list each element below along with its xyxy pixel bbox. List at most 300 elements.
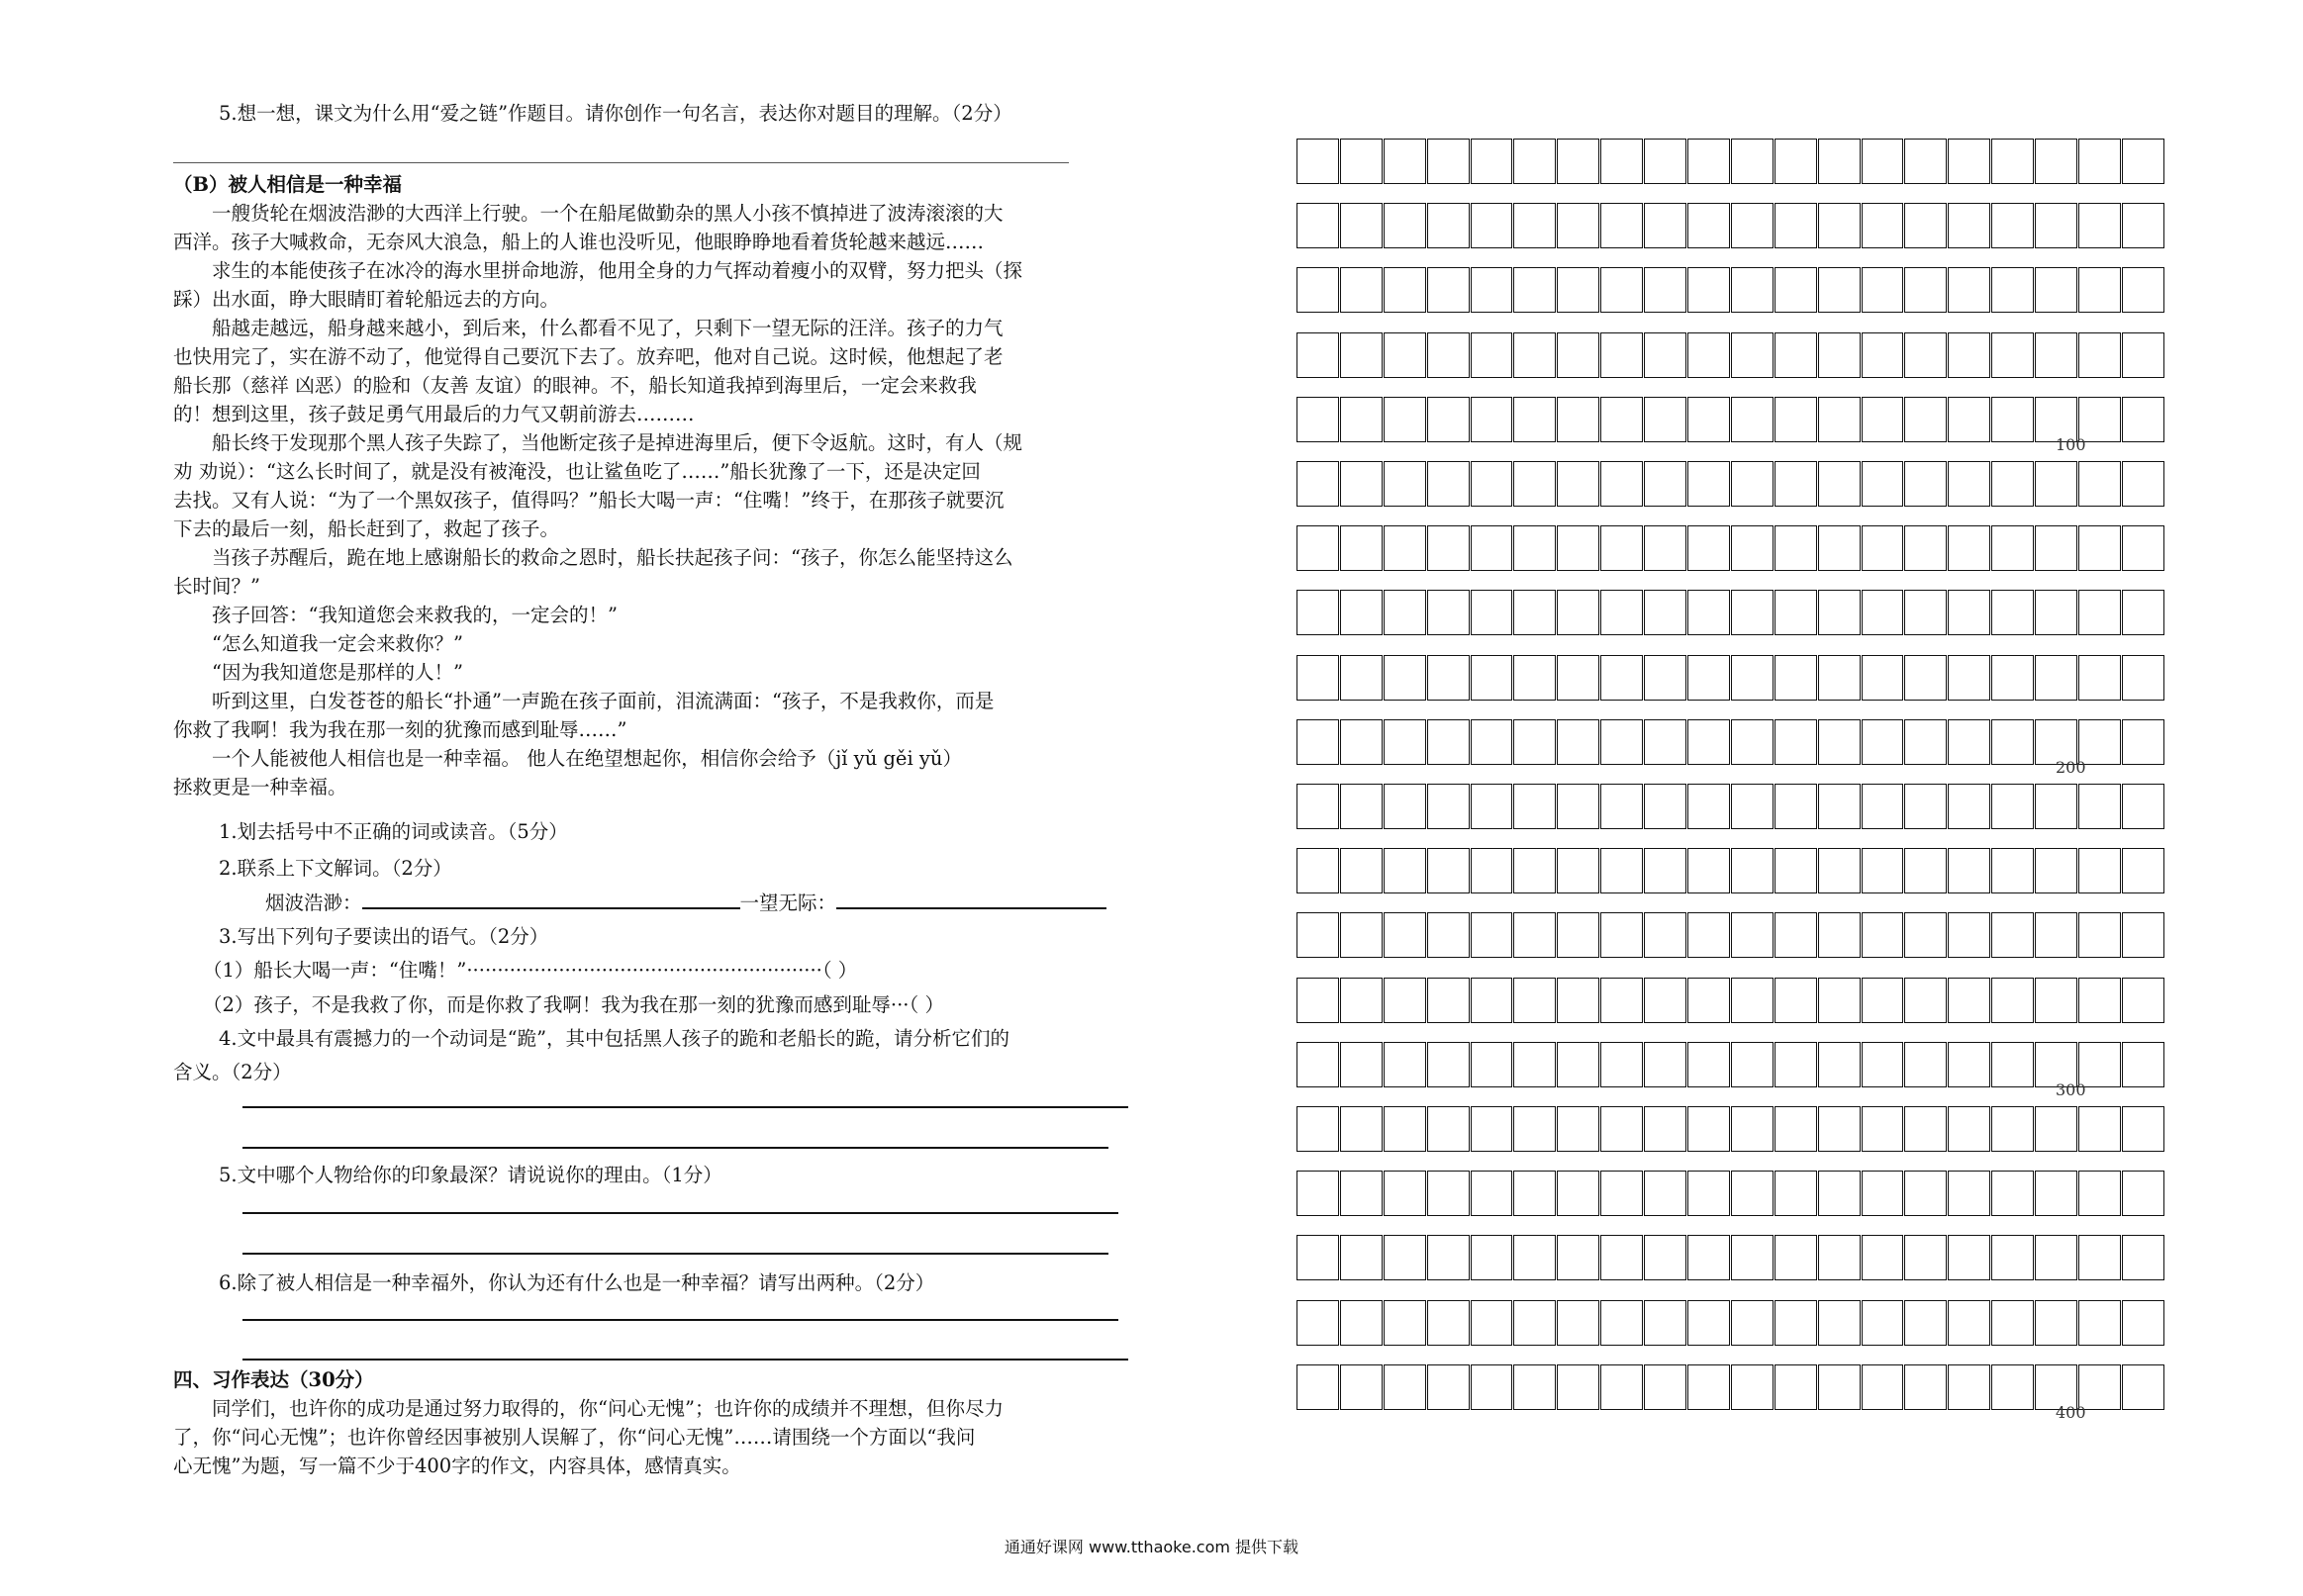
grid-cell[interactable] (1427, 1042, 1470, 1087)
grid-cell[interactable] (1471, 525, 1513, 571)
grid-cell[interactable] (1731, 590, 1774, 635)
grid-cell[interactable] (1340, 397, 1383, 442)
grid-cell[interactable] (1775, 978, 1817, 1023)
grid-cell[interactable] (1644, 784, 1686, 829)
grid-cell[interactable] (1991, 719, 2034, 765)
grid-cell[interactable] (1557, 590, 1599, 635)
grid-cell[interactable] (1904, 461, 1947, 507)
grid-cell[interactable] (1862, 1300, 1904, 1346)
grid-cell[interactable] (1862, 655, 1904, 701)
grid-cell[interactable] (1513, 1042, 1556, 1087)
grid-cell[interactable] (1600, 655, 1643, 701)
grid-cell[interactable] (1340, 1364, 1383, 1410)
grid-cell[interactable] (1775, 784, 1817, 829)
grid-cell[interactable] (1775, 525, 1817, 571)
grid-cell[interactable] (1948, 1171, 1990, 1216)
grid-cell[interactable] (1775, 1171, 1817, 1216)
grid-cell[interactable] (2122, 978, 2164, 1023)
grid-cell[interactable] (1731, 1300, 1774, 1346)
grid-cell[interactable] (1775, 267, 1817, 313)
grid-cell[interactable] (1340, 525, 1383, 571)
grid-cell[interactable] (1513, 332, 1556, 378)
grid-cell[interactable] (1600, 1171, 1643, 1216)
grid-cell[interactable] (2122, 1171, 2164, 1216)
grid-cell[interactable] (1427, 397, 1470, 442)
grid-cell[interactable] (1904, 1106, 1947, 1152)
grid-cell[interactable] (1775, 461, 1817, 507)
grid-cell[interactable] (1340, 1235, 1383, 1280)
grid-cell[interactable] (1948, 848, 1990, 893)
grid-cell[interactable] (1340, 784, 1383, 829)
grid-cell[interactable] (2122, 139, 2164, 184)
grid-cell[interactable] (1687, 1042, 1730, 1087)
grid-cell[interactable] (1557, 332, 1599, 378)
grid-cell[interactable] (1296, 655, 1339, 701)
grid-cell[interactable] (1818, 590, 1861, 635)
grid-cell[interactable] (1644, 848, 1686, 893)
grid-cell[interactable] (1384, 1171, 1426, 1216)
grid-cell[interactable] (1775, 1300, 1817, 1346)
grid-cell[interactable] (1427, 203, 1470, 248)
grid-cell[interactable] (1904, 525, 1947, 571)
grid-cell[interactable] (1862, 139, 1904, 184)
grid-cell[interactable] (1600, 719, 1643, 765)
grid-cell[interactable] (1471, 1106, 1513, 1152)
grid-cell[interactable] (1687, 784, 1730, 829)
grid-cell[interactable] (1904, 1300, 1947, 1346)
grid-cell[interactable] (1818, 1106, 1861, 1152)
grid-cell[interactable] (1557, 1042, 1599, 1087)
grid-cell[interactable] (1471, 1171, 1513, 1216)
grid-cell[interactable] (1296, 203, 1339, 248)
grid-cell[interactable] (1731, 978, 1774, 1023)
grid-cell[interactable] (1296, 461, 1339, 507)
grid-cell[interactable] (1991, 397, 2034, 442)
grid-cell[interactable] (1644, 912, 1686, 958)
grid-cell[interactable] (1340, 461, 1383, 507)
grid-cell[interactable] (1471, 1300, 1513, 1346)
grid-cell[interactable] (1862, 1235, 1904, 1280)
grid-cell[interactable] (1991, 912, 2034, 958)
grid-cell[interactable] (1991, 267, 2034, 313)
grid-cell[interactable] (1340, 1300, 1383, 1346)
grid-cell[interactable] (1731, 719, 1774, 765)
grid-cell[interactable] (2035, 1235, 2077, 1280)
grid-cell[interactable] (1340, 1171, 1383, 1216)
grid-cell[interactable] (1731, 332, 1774, 378)
grid-cell[interactable] (1384, 655, 1426, 701)
grid-cell[interactable] (1471, 461, 1513, 507)
grid-cell[interactable] (2035, 203, 2077, 248)
grid-cell[interactable] (1731, 525, 1774, 571)
grid-cell[interactable] (1948, 1364, 1990, 1410)
grid-cell[interactable] (2035, 139, 2077, 184)
grid-cell[interactable] (1991, 203, 2034, 248)
grid-cell[interactable] (2122, 655, 2164, 701)
grid-cell[interactable] (1687, 1364, 1730, 1410)
grid-cell[interactable] (1687, 139, 1730, 184)
grid-cell[interactable] (1471, 848, 1513, 893)
grid-cell[interactable] (1427, 1171, 1470, 1216)
grid-cell[interactable] (2035, 912, 2077, 958)
grid-cell[interactable] (1775, 203, 1817, 248)
grid-cell[interactable] (1427, 978, 1470, 1023)
grid-cell[interactable] (1513, 525, 1556, 571)
grid-cell[interactable] (2078, 332, 2121, 378)
grid-cell[interactable] (2035, 590, 2077, 635)
grid-cell[interactable] (1296, 1364, 1339, 1410)
grid-cell[interactable] (1340, 590, 1383, 635)
grid-cell[interactable] (1991, 590, 2034, 635)
grid-cell[interactable] (1731, 1171, 1774, 1216)
grid-cell[interactable] (1340, 655, 1383, 701)
grid-cell[interactable] (1513, 1300, 1556, 1346)
grid-cell[interactable] (2035, 267, 2077, 313)
grid-cell[interactable] (1904, 1171, 1947, 1216)
grid-cell[interactable] (2122, 461, 2164, 507)
grid-cell[interactable] (1557, 848, 1599, 893)
grid-cell[interactable] (1862, 203, 1904, 248)
grid-cell[interactable] (1471, 139, 1513, 184)
grid-cell[interactable] (1991, 139, 2034, 184)
grid-cell[interactable] (1818, 719, 1861, 765)
grid-cell[interactable] (2035, 978, 2077, 1023)
grid-cell[interactable] (1427, 655, 1470, 701)
grid-cell[interactable] (1862, 1042, 1904, 1087)
grid-cell[interactable] (1862, 397, 1904, 442)
grid-cell[interactable] (1296, 1300, 1339, 1346)
grid-cell[interactable] (1557, 1106, 1599, 1152)
grid-cell[interactable] (1384, 978, 1426, 1023)
grid-cell[interactable] (1948, 461, 1990, 507)
grid-cell[interactable] (2078, 655, 2121, 701)
grid-cell[interactable] (1644, 1106, 1686, 1152)
grid-cell[interactable] (1513, 139, 1556, 184)
grid-cell[interactable] (1296, 912, 1339, 958)
grid-cell[interactable] (2122, 397, 2164, 442)
grid-cell[interactable] (1818, 848, 1861, 893)
grid-cell[interactable] (1557, 267, 1599, 313)
grid-cell[interactable] (1904, 719, 1947, 765)
grid-cell[interactable] (2035, 1300, 2077, 1346)
grid-cell[interactable] (1644, 1042, 1686, 1087)
grid-cell[interactable] (1557, 1171, 1599, 1216)
grid-cell[interactable] (1904, 784, 1947, 829)
grid-cell[interactable] (1948, 1042, 1990, 1087)
grid-cell[interactable] (1948, 332, 1990, 378)
grid-cell[interactable] (1948, 139, 1990, 184)
question-3-item-1[interactable]: （1）船长大喝一声：“住嘴！”··························································（ ） (203, 959, 858, 982)
grid-cell[interactable] (1687, 1171, 1730, 1216)
grid-cell[interactable] (1384, 139, 1426, 184)
grid-cell[interactable] (1296, 784, 1339, 829)
grid-cell[interactable] (1296, 719, 1339, 765)
grid-cell[interactable] (1600, 1106, 1643, 1152)
grid-cell[interactable] (1775, 1042, 1817, 1087)
grid-cell[interactable] (1948, 1300, 1990, 1346)
grid-cell[interactable] (1471, 590, 1513, 635)
grid-cell[interactable] (1991, 655, 2034, 701)
grid-cell[interactable] (1687, 978, 1730, 1023)
grid-cell[interactable] (1427, 267, 1470, 313)
term-1-blank[interactable] (362, 888, 740, 909)
grid-cell[interactable] (1296, 267, 1339, 313)
grid-cell[interactable] (1471, 1235, 1513, 1280)
grid-cell[interactable] (1687, 719, 1730, 765)
grid-cell[interactable] (1862, 719, 1904, 765)
grid-cell[interactable] (1687, 1300, 1730, 1346)
grid-cell[interactable] (1513, 784, 1556, 829)
grid-cell[interactable] (2122, 525, 2164, 571)
grid-cell[interactable] (1818, 912, 1861, 958)
grid-cell[interactable] (1557, 784, 1599, 829)
grid-cell[interactable] (1340, 848, 1383, 893)
grid-cell[interactable] (1948, 590, 1990, 635)
question-3-item-2[interactable]: （2）孩子，不是我救了你，而是你救了我啊！我为我在那一刻的犹豫而感到耻辱···（ ） (203, 993, 944, 1016)
grid-cell[interactable] (2035, 332, 2077, 378)
grid-cell[interactable] (1775, 1235, 1817, 1280)
grid-cell[interactable] (1471, 784, 1513, 829)
grid-cell[interactable] (1687, 912, 1730, 958)
grid-cell[interactable] (1557, 461, 1599, 507)
grid-cell[interactable] (2078, 912, 2121, 958)
grid-cell[interactable] (2122, 332, 2164, 378)
grid-cell[interactable] (1862, 590, 1904, 635)
grid-cell[interactable] (1471, 655, 1513, 701)
grid-cell[interactable] (1471, 1042, 1513, 1087)
grid-cell[interactable] (1644, 525, 1686, 571)
grid-cell[interactable] (1600, 1235, 1643, 1280)
grid-cell[interactable] (1687, 461, 1730, 507)
grid-cell[interactable] (1731, 397, 1774, 442)
grid-cell[interactable] (1818, 1042, 1861, 1087)
grid-cell[interactable] (1600, 461, 1643, 507)
grid-cell[interactable] (1644, 332, 1686, 378)
grid-cell[interactable] (2122, 203, 2164, 248)
grid-cell[interactable] (1948, 719, 1990, 765)
grid-cell[interactable] (1600, 912, 1643, 958)
grid-cell[interactable] (1513, 397, 1556, 442)
grid-cell[interactable] (1862, 912, 1904, 958)
grid-cell[interactable] (1775, 912, 1817, 958)
grid-cell[interactable] (1731, 267, 1774, 313)
grid-cell[interactable] (2078, 1106, 2121, 1152)
grid-cell[interactable] (1427, 1235, 1470, 1280)
grid-cell[interactable] (1427, 1300, 1470, 1346)
grid-cell[interactable] (1513, 267, 1556, 313)
grid-cell[interactable] (1775, 139, 1817, 184)
grid-cell[interactable] (1427, 1106, 1470, 1152)
grid-cell[interactable] (1731, 1106, 1774, 1152)
grid-cell[interactable] (1644, 1171, 1686, 1216)
grid-cell[interactable] (1904, 590, 1947, 635)
grid-cell[interactable] (1731, 203, 1774, 248)
grid-cell[interactable] (1384, 590, 1426, 635)
grid-cell[interactable] (2035, 525, 2077, 571)
grid-cell[interactable] (1600, 332, 1643, 378)
grid-cell[interactable] (1513, 590, 1556, 635)
grid-cell[interactable] (1687, 332, 1730, 378)
grid-cell[interactable] (1862, 267, 1904, 313)
grid-cell[interactable] (1513, 848, 1556, 893)
grid-cell[interactable] (1384, 1235, 1426, 1280)
grid-cell[interactable] (2035, 1106, 2077, 1152)
grid-cell[interactable] (1513, 1106, 1556, 1152)
grid-cell[interactable] (1427, 719, 1470, 765)
grid-cell[interactable] (1600, 267, 1643, 313)
grid-cell[interactable] (1818, 203, 1861, 248)
grid-cell[interactable] (1948, 525, 1990, 571)
grid-cell[interactable] (1600, 590, 1643, 635)
grid-cell[interactable] (1991, 1300, 2034, 1346)
grid-cell[interactable] (1818, 525, 1861, 571)
grid-cell[interactable] (1384, 397, 1426, 442)
grid-cell[interactable] (1384, 203, 1426, 248)
grid-cell[interactable] (1904, 912, 1947, 958)
grid-cell[interactable] (1948, 784, 1990, 829)
grid-cell[interactable] (2035, 848, 2077, 893)
grid-cell[interactable] (1513, 978, 1556, 1023)
grid-cell[interactable] (1775, 397, 1817, 442)
grid-cell[interactable] (1296, 1171, 1339, 1216)
grid-cell[interactable] (1818, 1171, 1861, 1216)
grid-cell[interactable] (1818, 1300, 1861, 1346)
grid-cell[interactable] (1862, 461, 1904, 507)
grid-cell[interactable] (1731, 784, 1774, 829)
grid-cell[interactable] (1600, 978, 1643, 1023)
grid-cell[interactable] (1862, 1364, 1904, 1410)
grid-cell[interactable] (2122, 1042, 2164, 1087)
grid-cell[interactable] (1862, 784, 1904, 829)
grid-cell[interactable] (1862, 1106, 1904, 1152)
grid-cell[interactable] (2035, 784, 2077, 829)
grid-cell[interactable] (1340, 912, 1383, 958)
grid-cell[interactable] (2122, 1300, 2164, 1346)
grid-cell[interactable] (2078, 978, 2121, 1023)
grid-cell[interactable] (1731, 848, 1774, 893)
grid-cell[interactable] (1427, 1364, 1470, 1410)
term-2-blank[interactable] (836, 888, 1106, 909)
grid-cell[interactable] (1600, 1364, 1643, 1410)
grid-cell[interactable] (1687, 525, 1730, 571)
grid-cell[interactable] (2122, 267, 2164, 313)
grid-cell[interactable] (1340, 332, 1383, 378)
grid-cell[interactable] (1600, 203, 1643, 248)
grid-cell[interactable] (1818, 267, 1861, 313)
grid-cell[interactable] (1296, 1042, 1339, 1087)
grid-cell[interactable] (1687, 1235, 1730, 1280)
grid-cell[interactable] (1471, 203, 1513, 248)
grid-cell[interactable] (1991, 1171, 2034, 1216)
grid-cell[interactable] (1557, 912, 1599, 958)
grid-cell[interactable] (1557, 203, 1599, 248)
grid-cell[interactable] (2078, 461, 2121, 507)
grid-cell[interactable] (1557, 1235, 1599, 1280)
grid-cell[interactable] (2078, 784, 2121, 829)
grid-cell[interactable] (1862, 848, 1904, 893)
grid-cell[interactable] (2122, 1106, 2164, 1152)
grid-cell[interactable] (1600, 848, 1643, 893)
grid-cell[interactable] (1775, 1106, 1817, 1152)
grid-cell[interactable] (2078, 1235, 2121, 1280)
grid-cell[interactable] (1904, 1235, 1947, 1280)
grid-cell[interactable] (1948, 1106, 1990, 1152)
grid-cell[interactable] (1818, 1235, 1861, 1280)
grid-cell[interactable] (1340, 1042, 1383, 1087)
grid-cell[interactable] (1427, 139, 1470, 184)
grid-cell[interactable] (1557, 397, 1599, 442)
grid-cell[interactable] (1775, 590, 1817, 635)
grid-cell[interactable] (1384, 461, 1426, 507)
grid-cell[interactable] (1471, 397, 1513, 442)
grid-cell[interactable] (1513, 461, 1556, 507)
grid-cell[interactable] (2122, 1235, 2164, 1280)
grid-cell[interactable] (1557, 1364, 1599, 1410)
grid-cell[interactable] (1862, 332, 1904, 378)
grid-cell[interactable] (1862, 525, 1904, 571)
grid-cell[interactable] (2122, 784, 2164, 829)
grid-cell[interactable] (1775, 848, 1817, 893)
grid-cell[interactable] (1644, 1300, 1686, 1346)
grid-cell[interactable] (1427, 784, 1470, 829)
grid-cell[interactable] (1600, 139, 1643, 184)
grid-cell[interactable] (1775, 1364, 1817, 1410)
grid-cell[interactable] (1340, 267, 1383, 313)
grid-cell[interactable] (1644, 139, 1686, 184)
grid-cell[interactable] (1296, 139, 1339, 184)
grid-cell[interactable] (2078, 267, 2121, 313)
grid-cell[interactable] (1731, 461, 1774, 507)
grid-cell[interactable] (2035, 461, 2077, 507)
grid-cell[interactable] (1296, 525, 1339, 571)
grid-cell[interactable] (1513, 719, 1556, 765)
grid-cell[interactable] (1384, 1364, 1426, 1410)
grid-cell[interactable] (1644, 1364, 1686, 1410)
grid-cell[interactable] (1513, 1171, 1556, 1216)
grid-cell[interactable] (1384, 848, 1426, 893)
grid-cell[interactable] (1471, 1364, 1513, 1410)
grid-cell[interactable] (1296, 397, 1339, 442)
grid-cell[interactable] (2122, 590, 2164, 635)
grid-cell[interactable] (1427, 332, 1470, 378)
grid-cell[interactable] (1991, 978, 2034, 1023)
grid-cell[interactable] (1904, 267, 1947, 313)
grid-cell[interactable] (1818, 397, 1861, 442)
grid-cell[interactable] (1948, 978, 1990, 1023)
grid-cell[interactable] (1644, 719, 1686, 765)
grid-cell[interactable] (1384, 1300, 1426, 1346)
grid-cell[interactable] (1687, 203, 1730, 248)
grid-cell[interactable] (1427, 848, 1470, 893)
grid-cell[interactable] (1296, 1235, 1339, 1280)
grid-cell[interactable] (1384, 784, 1426, 829)
grid-cell[interactable] (1731, 912, 1774, 958)
grid-cell[interactable] (1471, 978, 1513, 1023)
grid-cell[interactable] (1991, 525, 2034, 571)
grid-cell[interactable] (1818, 332, 1861, 378)
grid-cell[interactable] (1427, 525, 1470, 571)
grid-cell[interactable] (2078, 139, 2121, 184)
grid-cell[interactable] (2078, 203, 2121, 248)
grid-cell[interactable] (1818, 461, 1861, 507)
grid-cell[interactable] (1644, 655, 1686, 701)
grid-cell[interactable] (1687, 848, 1730, 893)
grid-cell[interactable] (2078, 1171, 2121, 1216)
grid-cell[interactable] (1991, 461, 2034, 507)
grid-cell[interactable] (1513, 203, 1556, 248)
grid-cell[interactable] (1991, 1235, 2034, 1280)
grid-cell[interactable] (1818, 655, 1861, 701)
